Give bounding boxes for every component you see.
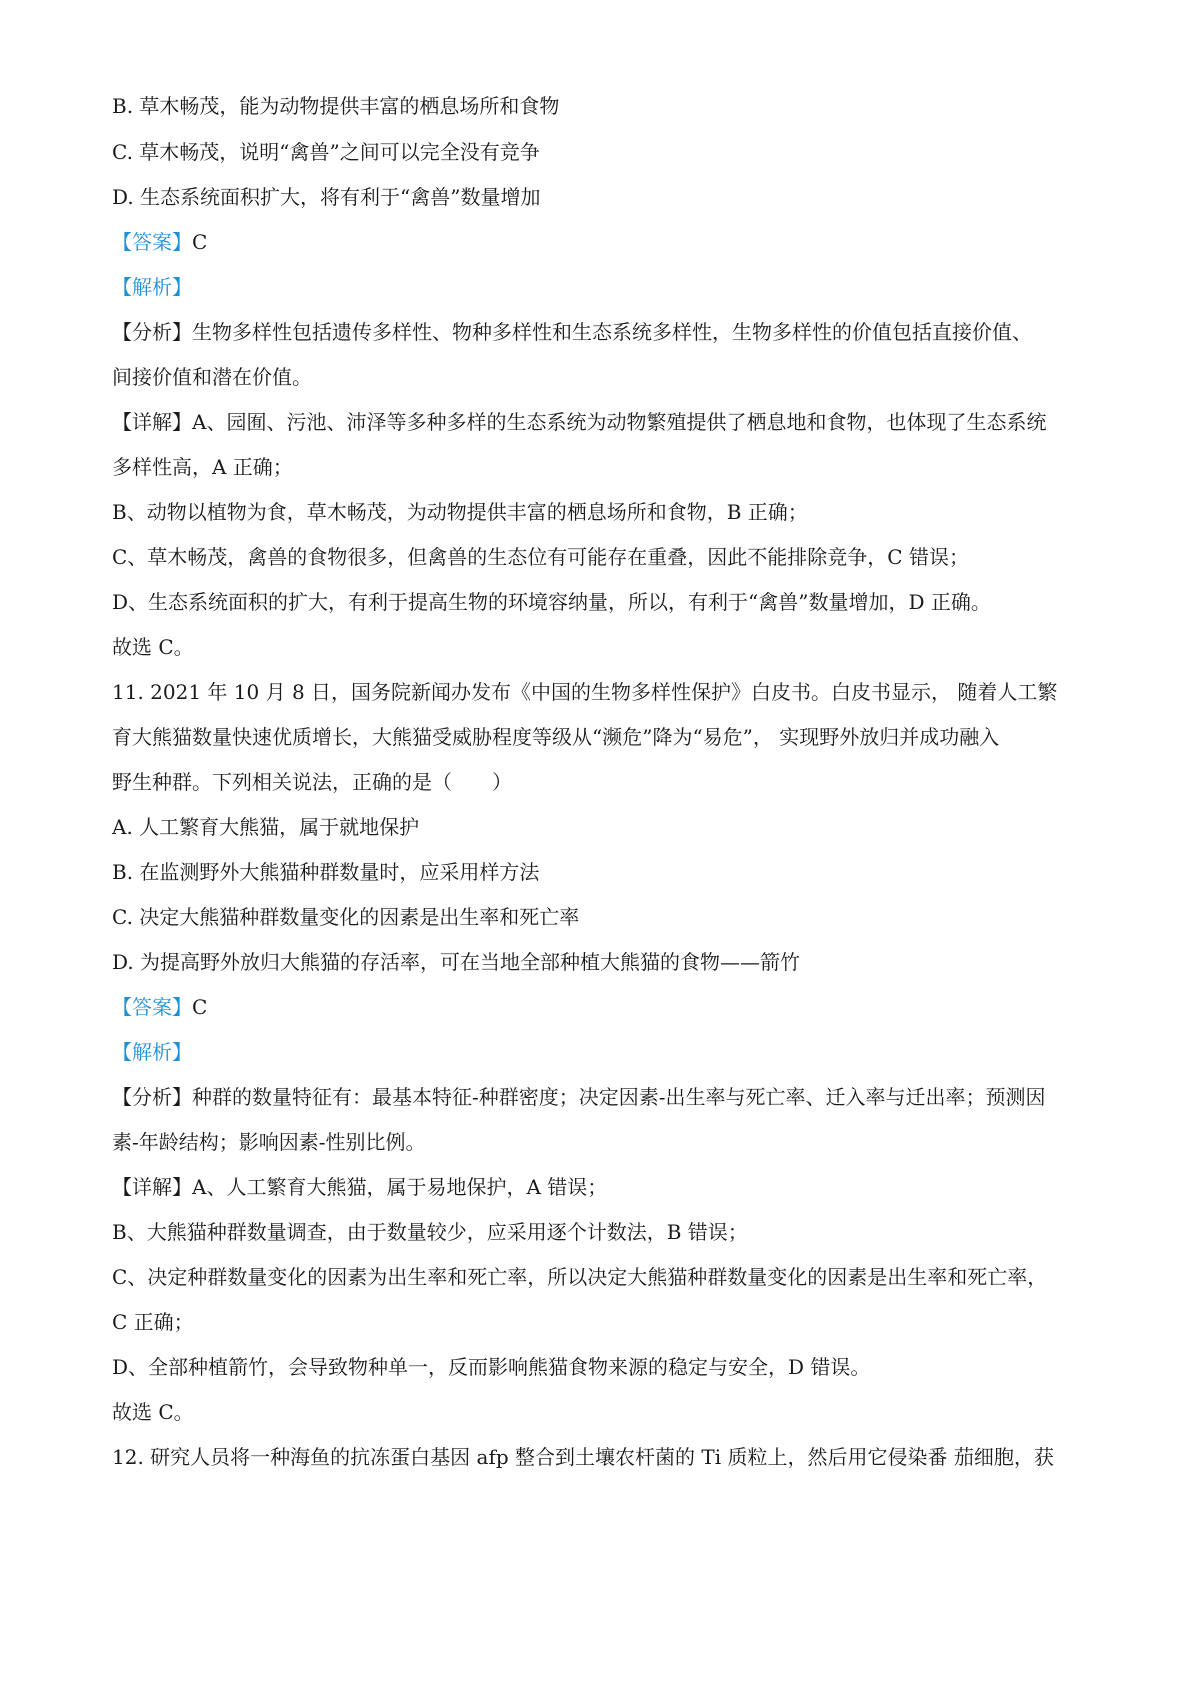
q11-analysis-line-2: 素-年龄结构；影响因素-性别比例。: [112, 1130, 426, 1154]
detail-tag: 【详解】: [112, 1175, 192, 1199]
analysis-tag: 【分析】: [112, 320, 192, 344]
detail-tag: 【详解】: [112, 410, 192, 434]
q11-detail-d: D、全部种植箭竹，会导致物种单一，反而影响熊猫食物来源的稳定与安全，D 错误。: [112, 1355, 871, 1379]
q10-detail-b: B、动物以植物为食，草木畅茂，为动物提供丰富的栖息场所和食物，B 正确；: [112, 500, 808, 524]
q11-detail-b: B、大熊猫种群数量调查，由于数量较少，应采用逐个计数法，B 错误；: [112, 1220, 748, 1244]
q11-stem-line-2: 育大熊猫数量快速优质增长，大熊猫受威胁程度等级从“濒危”降为“易危”， 实现野外放归并成功融入: [112, 725, 1000, 749]
q10-answer-line: [112, 228, 207, 256]
q11-option-b: B. 在监测野外大熊猫种群数量时，应采用样方法: [112, 860, 540, 884]
q11-detail-line-1: [112, 1173, 607, 1201]
q10-conclusion: 故选 C。: [112, 635, 194, 659]
q11-detail-c1: C、决定种群数量变化的因素为出生率和死亡率，所以决定大熊猫种群数量变化的因素是出生率和死亡率，: [112, 1265, 1048, 1289]
q11-detail-c2: C 正确；: [112, 1310, 194, 1334]
q10-detail-line-2: 多样性高，A 正确；: [112, 455, 293, 479]
q12-stem-line-1: 12. 研究人员将一种海鱼的抗冻蛋白基因 afp 整合到土壤农杆菌的 Ti 质粒上，然后用它侵染番 茄细胞，获: [112, 1445, 1054, 1469]
analysis-text: 生物多样性包括遗传多样性、物种多样性和生态系统多样性，生物多样性的价值包括直接价值、: [192, 320, 1032, 344]
explain-tag: 【解析】: [112, 275, 192, 299]
q10-option-b: B. 草木畅茂，能为动物提供丰富的栖息场所和食物: [112, 94, 560, 118]
answer-value: C: [192, 995, 208, 1019]
q10-explain-line: [112, 273, 192, 301]
q11-option-a: A. 人工繁育大熊猫，属于就地保护: [112, 815, 420, 839]
q11-stem-line-1: 11. 2021 年 10 月 8 日，国务院新闻办发布《中国的生物多样性保护》白皮书。白皮书显示， 随着人工繁: [112, 680, 1058, 704]
q11-answer-line: [112, 993, 207, 1021]
analysis-tag: 【分析】: [112, 1085, 192, 1109]
q11-stem-line-3: 野生种群。下列相关说法，正确的是（ ）: [112, 770, 512, 794]
q11-analysis-line-1: [112, 1083, 1046, 1111]
q11-conclusion: 故选 C。: [112, 1400, 194, 1424]
q10-detail-d: D、生态系统面积的扩大，有利于提高生物的环境容纳量，所以，有利于“禽兽”数量增加，D 正确。: [112, 590, 991, 614]
q10-detail-line-1: [112, 408, 1046, 436]
q10-analysis-line-2: 间接价值和潜在价值。: [112, 365, 312, 389]
q11-option-d: D. 为提高野外放归大熊猫的存活率，可在当地全部种植大熊猫的食物——箭竹: [112, 950, 801, 974]
q10-option-d: D. 生态系统面积扩大，将有利于“禽兽”数量增加: [112, 185, 541, 209]
detail-text: A、人工繁育大熊猫，属于易地保护，A 错误；: [192, 1175, 608, 1199]
answer-tag: 【答案】: [112, 995, 192, 1019]
q10-detail-c: C、草木畅茂，禽兽的食物很多，但禽兽的生态位有可能存在重叠，因此不能排除竞争，C 错误；: [112, 545, 969, 569]
q11-explain-line: [112, 1038, 192, 1066]
answer-value: C: [192, 230, 208, 254]
analysis-text: 种群的数量特征有：最基本特征-种群密度；决定因素-出生率与死亡率、迁入率与迁出率；预测因: [192, 1085, 1046, 1109]
q10-option-c: C. 草木畅茂，说明“禽兽”之间可以完全没有竞争: [112, 140, 540, 164]
q11-option-c: C. 决定大熊猫种群数量变化的因素是出生率和死亡率: [112, 905, 580, 929]
detail-text: A、园囿、污池、沛泽等多种多样的生态系统为动物繁殖提供了栖息地和食物，也体现了生态系统: [192, 410, 1047, 434]
answer-tag: 【答案】: [112, 230, 192, 254]
explain-tag: 【解析】: [112, 1040, 192, 1064]
q10-analysis-line-1: [112, 318, 1032, 346]
